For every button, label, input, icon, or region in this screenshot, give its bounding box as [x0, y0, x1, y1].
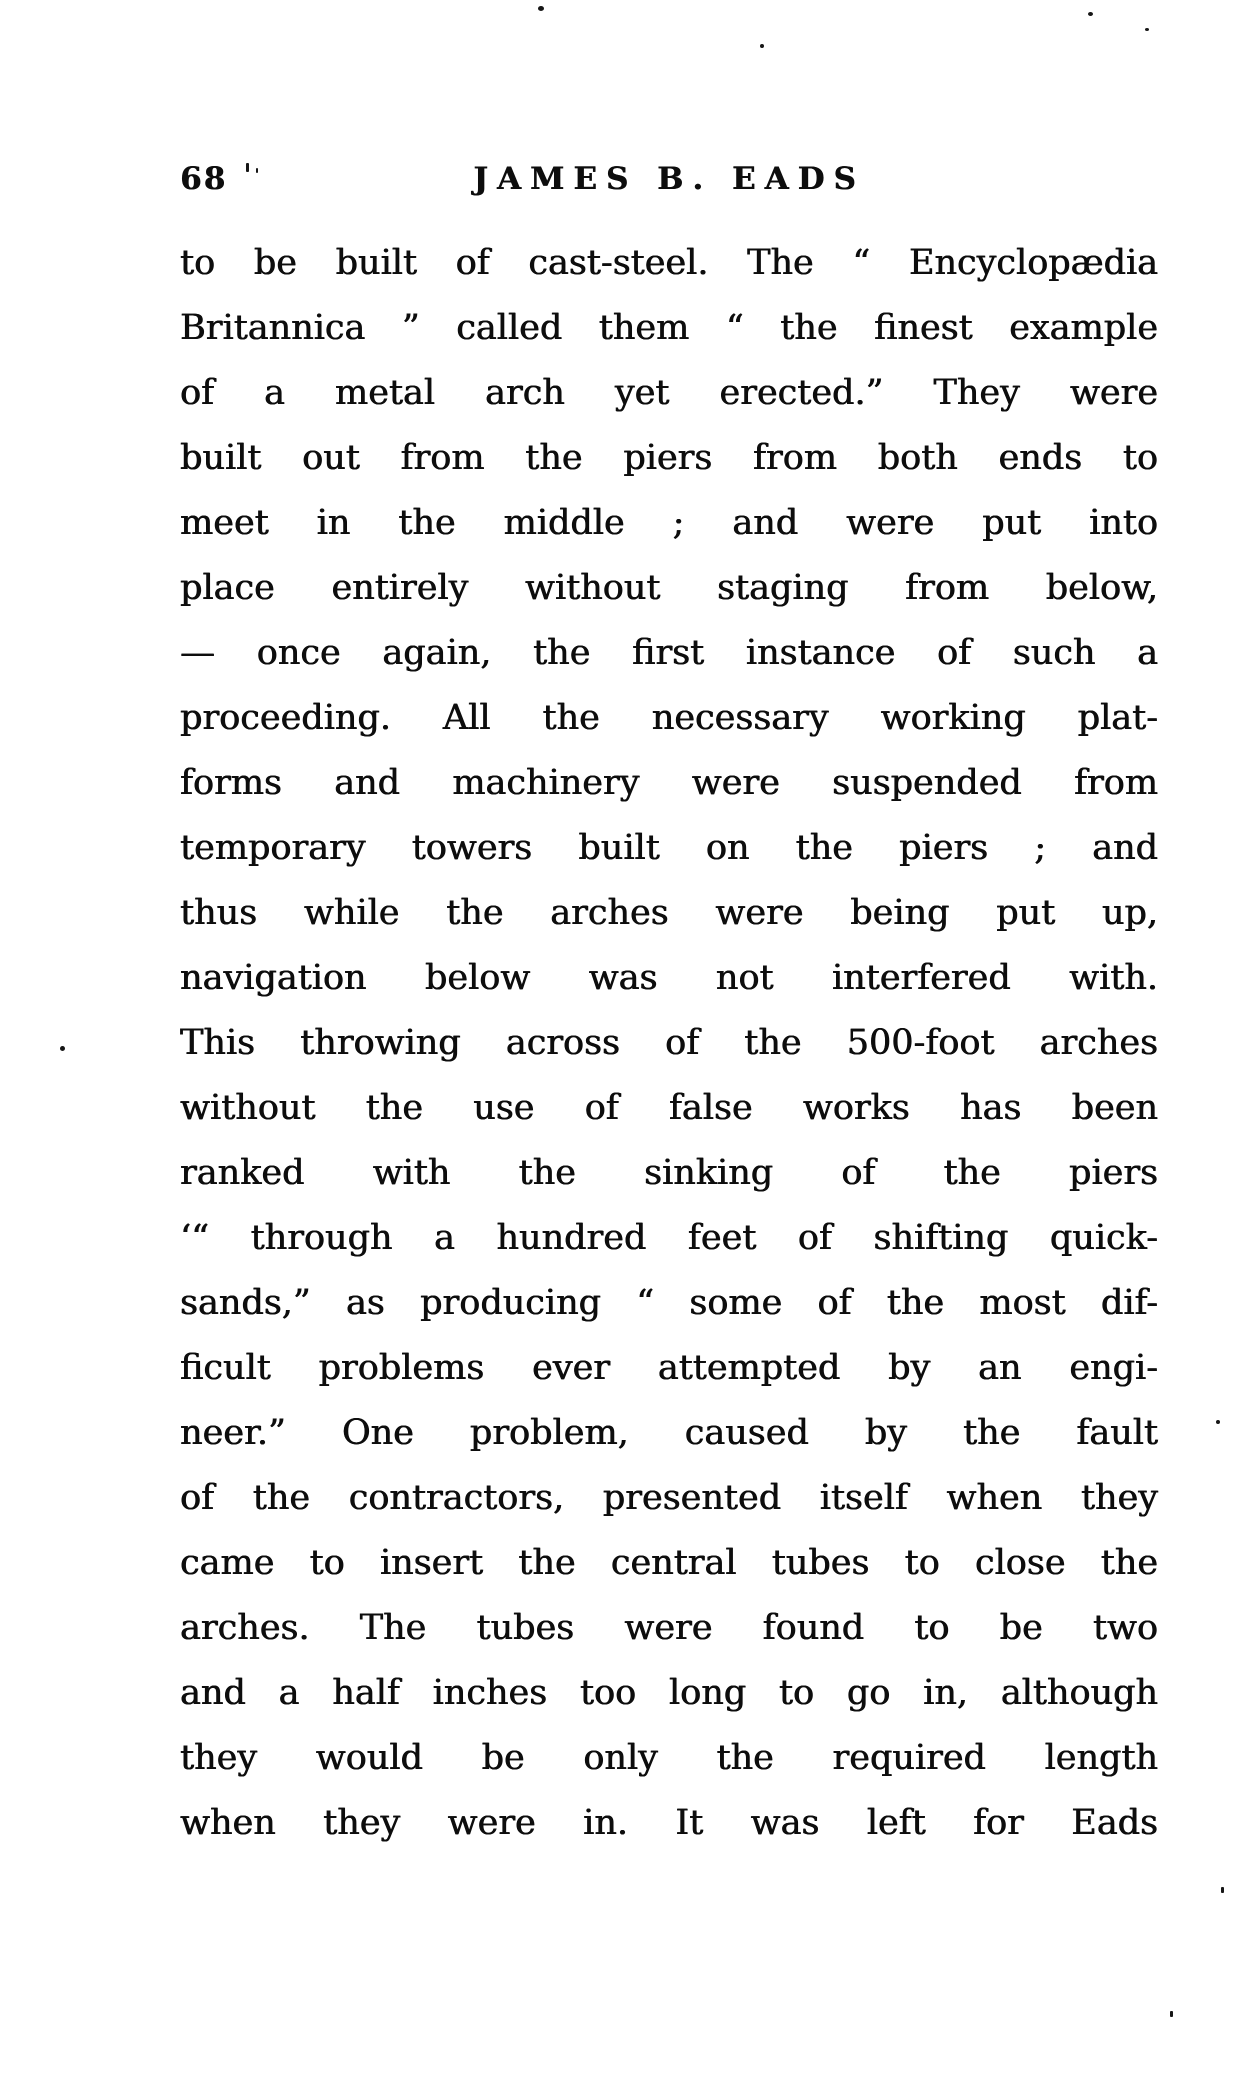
text-line: to be built of cast-steel. The “ Encyclopædia	[180, 243, 1158, 283]
text-line: of a metal arch yet erected.” They were	[180, 373, 1158, 413]
page-body	[180, 231, 1158, 1856]
text-line: ‘“ through a hundred feet of shifting quick-	[180, 1218, 1158, 1258]
running-head: JAMES B. EADS	[473, 161, 865, 197]
text-line: proceeding. All the necessary working plat-	[180, 698, 1158, 738]
scan-artifact	[1216, 1420, 1220, 1424]
text-line: neer.” One problem, caused by the fault	[180, 1413, 1158, 1453]
scan-artifact	[1221, 1887, 1224, 1893]
text-line: This throwing across of the 500-foot arches	[180, 1023, 1158, 1063]
text-line: of the contractors, presented itself when they	[180, 1478, 1158, 1518]
scan-artifact	[1088, 12, 1093, 16]
text-line: ranked with the sinking of the piers	[180, 1153, 1158, 1193]
text-line: ficult problems ever attempted by an engi-	[180, 1348, 1158, 1388]
text-line: Britannica ” called them “ the finest example	[180, 308, 1158, 348]
scan-artifact	[1145, 28, 1149, 31]
text-line: meet in the middle ; and were put into	[180, 503, 1158, 543]
text-line: without the use of false works has been	[180, 1088, 1158, 1128]
page-header	[180, 156, 1158, 202]
scan-artifact	[760, 44, 764, 48]
text-line: built out from the piers from both ends to	[180, 438, 1158, 478]
text-line: came to insert the central tubes to close the	[180, 1543, 1158, 1583]
text-line: navigation below was not interfered with.	[180, 958, 1158, 998]
text-line: forms and machinery were suspended from	[180, 763, 1158, 803]
scan-artifact	[256, 168, 258, 173]
scan-artifact	[1170, 2011, 1173, 2017]
text-line: and a half inches too long to go in, although	[180, 1673, 1158, 1713]
text-line: thus while the arches were being put up,	[180, 893, 1158, 933]
page-number: 68	[180, 161, 228, 197]
scan-artifact	[60, 1046, 65, 1051]
text-line: when they were in. It was left for Eads	[180, 1803, 1158, 1843]
text-line: place entirely without staging from below,	[180, 568, 1158, 608]
text-line: — once again, the first instance of such a	[180, 633, 1158, 673]
text-line: sands,” as producing “ some of the most dif-	[180, 1283, 1158, 1323]
text-line: temporary towers built on the piers ; and	[180, 828, 1158, 868]
scan-artifact	[538, 6, 544, 11]
text-line: arches. The tubes were found to be two	[180, 1608, 1158, 1648]
text-line: they would be only the required length	[180, 1738, 1158, 1778]
scan-artifact	[246, 163, 249, 172]
